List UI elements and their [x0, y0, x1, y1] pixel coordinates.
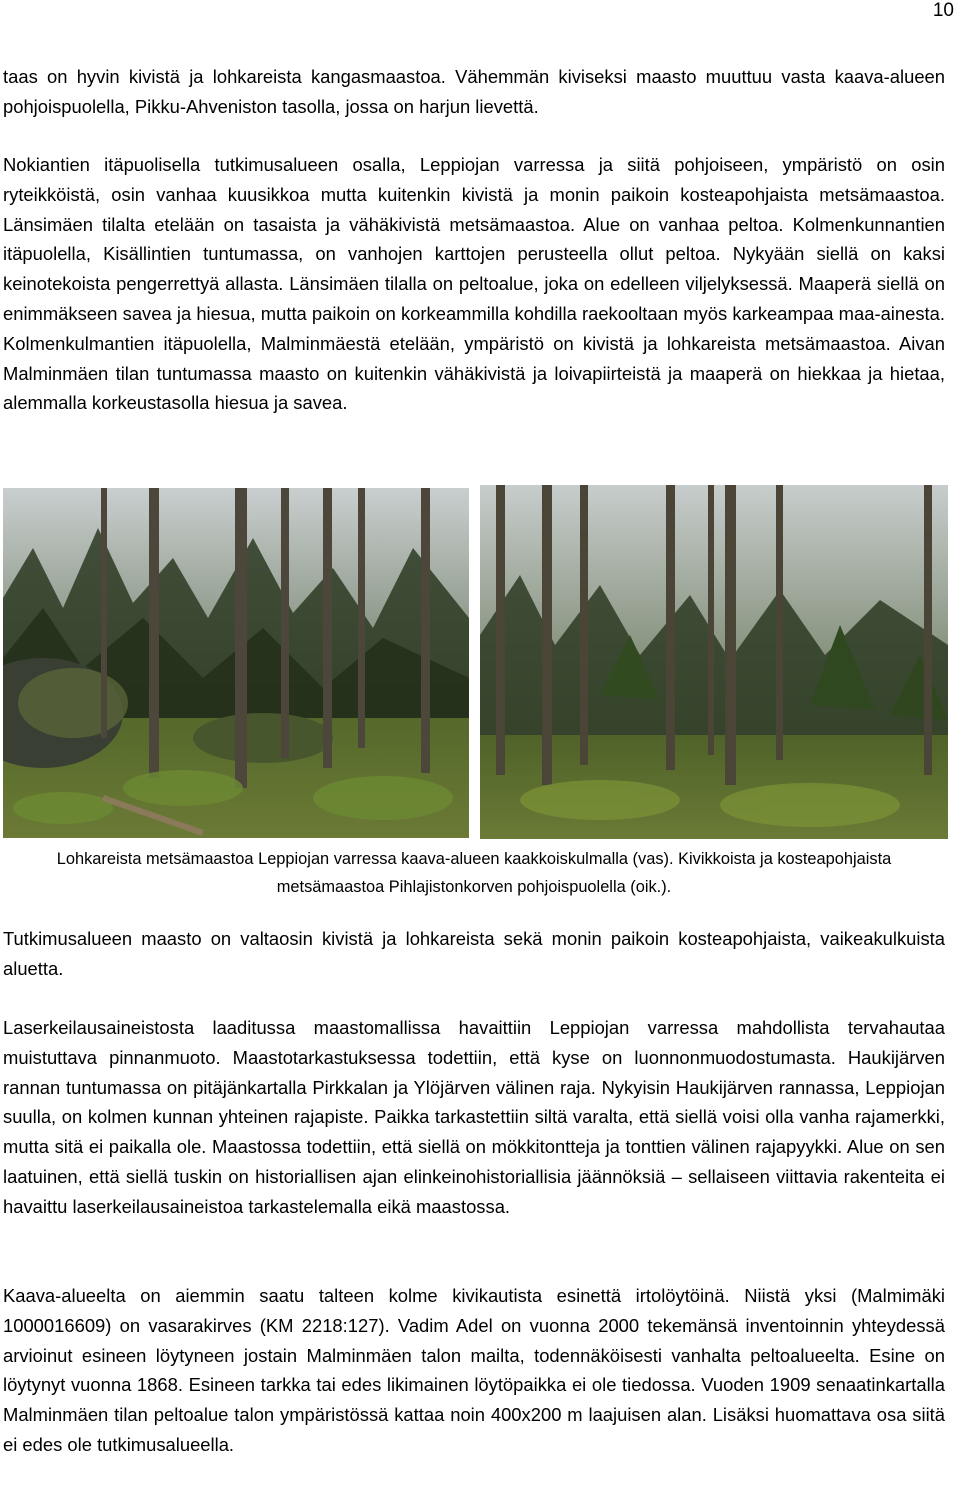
- paragraph-terrain-east: Nokiantien itäpuolisella tutkimusalueen osalla, Leppiojan varressa ja siitä pohjoiseen, ympäristö on osin ryteikköistä, osin vanhaa kuusikkoa mutta kuitenkin kivistä ja monin paikoin kosteapohjaista metsämaastoa. Länsimäen tilalta etelään on tasaista ja vähäkivistä metsämaastoa. Alue on vanhaa peltoa. Kolmenkunnantien itäpuolella, Kisällintien tuntumassa, on vanhojen karttojen perusteella ollut peltoa. Nykyään siellä on kaksi keinotekoista pengerrettyä allasta. Länsimäen tilalla on peltoalue, joka on edelleen viljelyksessä. Maaperä siellä on enimmäkseen savea ja hiesua, mutta paikoin on korkeammilla kohdilla raekooltaan myös karkeampaa maa-ainesta. Kolmenkulmantien itäpuolella, Malminmäestä etelään, ympäristö on kivistä ja lohkareista metsämaastoa. Aivan Malminmäen tilan tuntumassa maasto on kuitenkin vähäkivistä ja loivapiirteistä ja maaperä on hiekkaa ja hietaa, alemmalla korkeustasolla hiesua ja savea.: [3, 154, 945, 414]
- paragraph-terrain-north: taas on hyvin kivistä ja lohkareista kangasmaastoa. Vähemmän kiviseksi maasto muuttuu vasta kaava-alueen pohjoispuolella, Pikku-Ahveniston tasolla, jossa on harjun lievettä.: [3, 66, 945, 117]
- paragraph-terrain-summary: Tutkimusalueen maasto on valtaosin kivistä ja lohkareista sekä monin paikoin kosteapohjaista, vaikeakulkuista aluetta.: [3, 928, 945, 979]
- photo-caption: Lohkareista metsämaastoa Leppiojan varressa kaava-alueen kaakkoiskulmalla (vas). Kivikkoista ja kosteapohjaista metsämaastoa Pihlajistonkorven pohjoispuolella (oik.).: [56, 850, 892, 896]
- paragraph-stone-age-finds: Kaava-alueelta on aiemmin saatu talteen kolme kivikautista esinettä irtolöytöinä. Niistä yksi (Malmimäki 1000016609) on vasarakirves (KM 2218:127). Vadim Adel on vuonna 2000 tekemänsä inventoinnin yhteydessä arvioinut esineen löytyneen jostain Malminmäen talon mailta, todennäköisesti vanhalta peltoalueelta. Esine on löytynyt vuonna 1868. Esineen tarkka tai edes likimainen löytöpaikka ei ole tiedossa. Vuoden 1909 senaatinkartalla Malminmäen tilan peltoalue talon ympäristössä kattaa noin 400x200 m laajuisen alan. Lisäksi huomattava osa siitä ei edes ole tutkimusalueella.: [3, 1285, 945, 1455]
- page-number: 10: [932, 0, 954, 21]
- photo-moist-forest: [480, 485, 948, 839]
- photo-boulder-forest: [3, 488, 469, 838]
- paragraph-laser-scanning: Laserkeilausaineistosta laaditussa maastomallissa havaittiin Leppiojan varressa mahdollista tervahautaa muistuttava pinnanmuoto. Maastotarkastuksessa todettiin, että kyse on luonnonmuodostumasta. Haukijärven rannan tuntumassa on pitäjänkartalla Pirkkalan ja Ylöjärven välinen raja. Nykyisin Haukijärven rannassa, Leppiojan suulla, on kolmen kunnan yhteinen rajapiste. Paikka tarkastettiin siltä varalta, että siellä voisi olla vanha rajamerkki, mutta sitä ei paikalla ole. Maastossa todettiin, että siellä on mökkitontteja ja tonttien välinen rajapyykki. Alue on sen laatuinen, että siellä tuskin on historiallisen ajan elinkeinohistoriallisia jäännöksiä – sellaiseen viittavia rakenteita ei havaittu laserkeilausaineistoa tarkastelemalla eikä maastossa.: [3, 1017, 945, 1217]
